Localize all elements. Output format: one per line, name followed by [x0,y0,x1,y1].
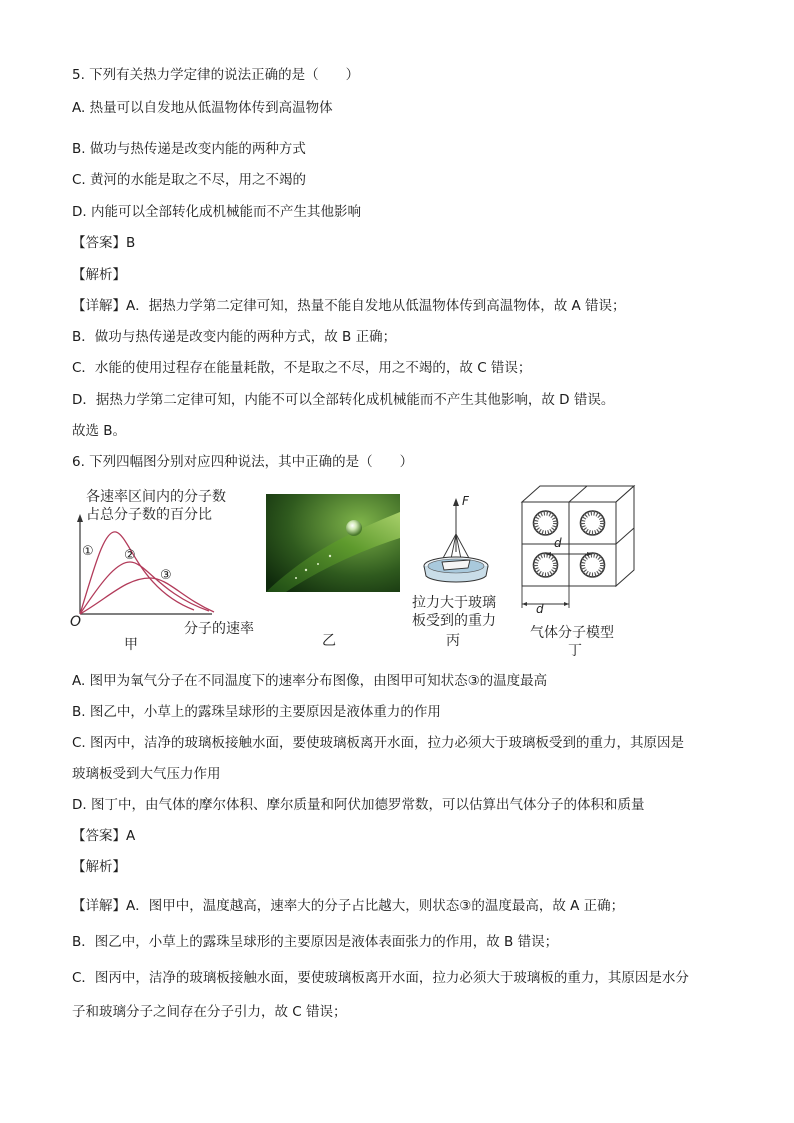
q5-option-c: C. 黄河的水能是取之不尽，用之不竭的 [72,172,307,188]
q5-detail-b: B．做功与热传递是改变内能的两种方式，故 B 正确； [72,329,397,345]
q6-option-c-cont: 玻璃板受到大气压力作用 [72,766,221,782]
figure-ding [516,484,646,659]
q6-option-d: D. 图丁中，由气体的摩尔体积、摩尔质量和阿伏加德罗常数，可以估算出气体分子的体积和质量 [72,797,645,813]
q5-detail-a: 【详解】A．据热力学第二定律可知，热量不能自发地从低温物体传到高温物体，故 A 错误； [72,298,626,314]
curve-label-2: ② [124,548,136,563]
fig-jia-ylabel-1: 各速率区间内的分子数 [86,489,226,505]
q6-option-b: B. 图乙中，小草上的露珠呈球形的主要原因是液体重力的作用 [72,704,441,720]
fig-jia-ylabel-2: 占总分子数的百分比 [86,507,212,523]
dim-label-top: d [554,536,562,550]
molecule-1 [534,511,558,535]
q6-detail-b: B．图乙中，小草上的露珠呈球形的主要原因是液体表面张力的作用，故 B 错误； [72,934,559,950]
q5-stem: 5. 下列有关热力学定律的说法正确的是（ ） [72,67,360,83]
q6-detail-c-cont: 子和玻璃分子之间存在分子引力，故 C 错误； [72,1004,347,1020]
figure-jia [64,484,264,654]
fig-bing-text-1: 拉力大于玻璃 [412,595,496,611]
y-axis-arrow [77,514,83,522]
curve-3 [80,578,214,614]
q5-detail-d: D．据热力学第二定律可知，内能不可以全部转化成机械能而不产生其他影响，故 D 错误。 [72,392,615,408]
fig-yi-caption: 乙 [322,633,336,649]
q6-detail-a: 【详解】A．图甲中，温度越高，速率大的分子占比越大，则状态③的温度最高，故 A 正确； [72,898,625,914]
q5-conclusion: 故选 B。 [72,423,127,439]
fig-jia-caption: 甲 [124,637,138,653]
force-label: F [462,494,469,508]
q5-option-d: D. 内能可以全部转化成机械能而不产生其他影响 [72,204,361,220]
curve-label-1: ① [82,544,94,559]
q6-detail-c: C．图丙中，洁净的玻璃板接触水面，要使玻璃板离开水面，拉力必须大于玻璃板的重力，其原因是水分 [72,970,689,986]
curve-label-3: ③ [160,568,172,583]
dew-drop [346,520,362,536]
q6-analysis-heading: 【解析】 [72,859,126,875]
molecule-4 [581,553,605,577]
dim-label-bottom: d [536,602,544,616]
fig-bing-text-2: 板受到的重力 [412,613,496,629]
q6-option-a: A. 图甲为氧气分子在不同温度下的速率分布图像，由图甲可知状态③的温度最高 [72,673,548,689]
q5-option-b: B. 做功与热传递是改变内能的两种方式 [72,141,306,157]
glass-plate [442,560,470,570]
q5-analysis-heading: 【解析】 [72,267,126,283]
q6-stem: 6. 下列四幅图分别对应四种说法，其中正确的是（ ） [72,454,414,470]
fig-ding-caption: 丁 [568,643,582,659]
fig-ding-diagram [516,484,646,620]
molecule-2 [581,511,605,535]
fig-ding-text: 气体分子模型 [530,625,614,641]
curve-2 [80,562,209,614]
fig-bing-diagram [410,494,500,590]
q6-option-c: C. 图丙中，洁净的玻璃板接触水面，要使玻璃板离开水面，拉力必须大于玻璃板受到的重力，其原因是 [72,735,685,751]
figure-yi [266,494,402,654]
fig-bing-caption: 丙 [446,633,460,649]
molecule-3 [534,553,558,577]
q6-answer: 【答案】A [72,828,136,844]
q5-detail-c: C．水能的使用过程存在能量耗散，不是取之不尽，用之不竭的，故 C 错误； [72,360,532,376]
curve-1 [80,532,194,614]
q5-option-a: A. 热量可以自发地从低温物体传到高温物体 [72,100,333,116]
dewdrop-photo [266,494,400,592]
q5-answer: 【答案】B [72,235,136,251]
figure-bing [410,494,510,654]
fig-jia-xlabel: 分子的速率 [184,621,254,637]
fig-jia-origin: O [70,614,82,630]
